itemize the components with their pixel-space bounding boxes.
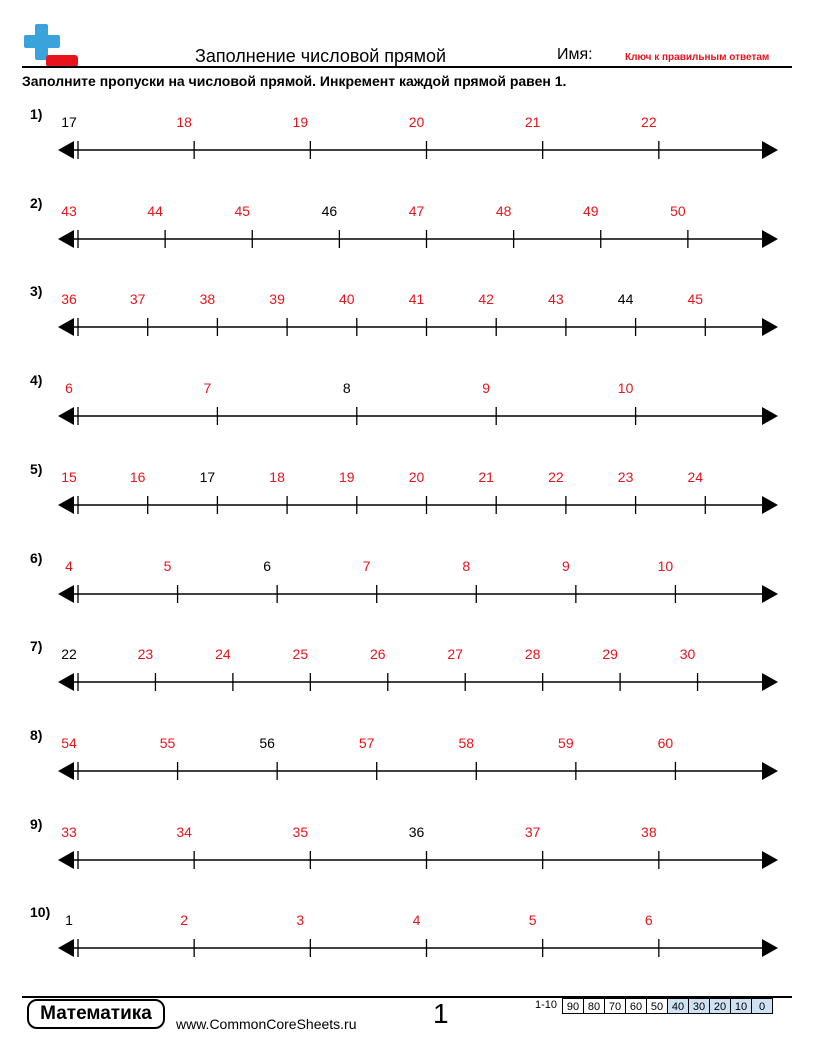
number-line [0, 485, 816, 525]
answer-value: 6 [65, 380, 73, 397]
left-arrow-icon [58, 673, 74, 691]
number-line [0, 130, 816, 170]
answer-value: 48 [495, 202, 512, 219]
answer-value: 4 [412, 912, 421, 929]
left-arrow-icon [58, 496, 74, 514]
right-arrow-icon [762, 851, 778, 869]
number-line-problem [0, 727, 816, 815]
answer-value: 10 [617, 380, 634, 397]
score-cell: 70 [604, 998, 626, 1014]
answer-value: 55 [159, 734, 176, 751]
answer-value: 29 [602, 646, 618, 663]
answer-value: 38 [641, 823, 657, 840]
problem-number: 8) [30, 726, 43, 743]
number-line-problem [0, 550, 816, 638]
score-cell: 40 [667, 998, 689, 1014]
problem-number: 5) [30, 460, 43, 477]
answer-value: 2 [180, 912, 189, 929]
answer-value: 7 [362, 557, 371, 574]
page-title: Заполнение числовой прямой [195, 46, 447, 66]
given-value: 1 [65, 912, 73, 929]
answer-value: 58 [458, 734, 475, 751]
answer-value: 39 [269, 291, 285, 308]
score-cell: 30 [688, 998, 710, 1014]
answer-value: 21 [524, 114, 541, 130]
number-line [0, 840, 816, 880]
number-line-problem [0, 106, 816, 194]
given-value: 44 [617, 291, 634, 308]
answer-value: 38 [199, 291, 216, 308]
instructions: Заполните пропуски на числовой прямой. Инкремент каждой прямой равен 1. [22, 73, 567, 89]
left-arrow-icon [58, 318, 74, 336]
answer-value: 8 [462, 557, 471, 574]
left-arrow-icon [58, 141, 74, 159]
score-cell: 60 [625, 998, 647, 1014]
number-line-problem [0, 816, 816, 904]
answer-value: 18 [269, 468, 285, 485]
score-cell: 50 [646, 998, 668, 1014]
answer-value: 15 [61, 468, 77, 485]
problem-number: 4) [30, 372, 43, 389]
answer-value: 47 [408, 202, 425, 219]
left-arrow-icon [58, 939, 74, 957]
answer-value: 22 [641, 114, 657, 130]
given-value: 56 [259, 734, 275, 751]
right-arrow-icon [762, 230, 778, 248]
given-value: 8 [342, 380, 351, 397]
problem-number: 6) [30, 549, 43, 566]
right-arrow-icon [762, 762, 778, 780]
right-arrow-icon [762, 407, 778, 425]
number-line-problem [0, 372, 816, 460]
answer-value: 19 [292, 114, 309, 130]
answer-value: 9 [561, 557, 570, 574]
answer-value: 43 [548, 291, 564, 308]
answer-value: 59 [558, 734, 574, 751]
answer-value: 37 [524, 823, 541, 840]
score-cell: 90 [562, 998, 584, 1014]
number-line [0, 751, 816, 791]
answer-value: 22 [548, 468, 564, 485]
score-scale [531, 998, 773, 1014]
number-line [0, 307, 816, 347]
answer-value: 49 [582, 202, 599, 219]
score-scale-label: 1-10 [535, 999, 558, 1011]
answer-value: 6 [644, 912, 653, 929]
right-arrow-icon [762, 673, 778, 691]
answer-value: 25 [292, 646, 309, 663]
number-line-problem [0, 461, 816, 549]
answer-value: 23 [617, 468, 634, 485]
plus-minus-logo-icon [24, 24, 80, 70]
answer-value: 45 [687, 291, 704, 308]
answer-value: 7 [203, 380, 212, 397]
answer-value: 3 [296, 912, 305, 929]
problem-number: 7) [30, 638, 43, 655]
answer-value: 19 [339, 468, 355, 485]
answer-value: 28 [524, 646, 541, 663]
given-value: 46 [321, 202, 338, 219]
right-arrow-icon [762, 939, 778, 957]
number-line [0, 662, 816, 702]
number-line [0, 219, 816, 259]
problem-number: 3) [30, 283, 43, 300]
answer-value: 18 [176, 114, 192, 130]
score-cell: 10 [730, 998, 752, 1014]
given-value: 17 [199, 468, 216, 485]
answer-key-label: Ключ к правильным ответам [625, 52, 770, 63]
answer-value: 20 [408, 114, 425, 130]
number-line [0, 928, 816, 968]
problem-number: 9) [30, 815, 43, 832]
answer-value: 20 [408, 468, 425, 485]
left-arrow-icon [58, 407, 74, 425]
answer-value: 45 [234, 202, 251, 219]
number-line [0, 396, 816, 436]
score-cell: 20 [709, 998, 731, 1014]
given-value: 6 [263, 557, 272, 574]
answer-value: 44 [147, 202, 163, 219]
name-label: Имя: [557, 46, 593, 63]
answer-value: 5 [528, 912, 537, 929]
answer-value: 57 [358, 734, 375, 751]
answer-value: 50 [670, 202, 686, 219]
answer-value: 4 [65, 557, 73, 574]
score-cell: 0 [751, 998, 773, 1014]
answer-value: 10 [657, 557, 674, 574]
problem-number: 2) [30, 194, 43, 211]
left-arrow-icon [58, 851, 74, 869]
answer-value: 30 [679, 646, 696, 663]
answer-value: 43 [61, 202, 77, 219]
answer-value: 24 [215, 646, 231, 663]
answer-value: 41 [408, 291, 425, 308]
right-arrow-icon [762, 141, 778, 159]
answer-value: 26 [369, 646, 386, 663]
answer-value: 24 [687, 468, 704, 485]
site-url: www.CommonCoreSheets.ru [176, 1016, 357, 1032]
page-number: 1 [433, 998, 449, 1029]
answer-value: 40 [339, 291, 355, 308]
given-value: 17 [61, 114, 77, 130]
answer-value: 34 [176, 823, 192, 840]
answer-value: 36 [61, 291, 77, 308]
answer-value: 9 [482, 380, 491, 397]
answer-value: 33 [61, 823, 77, 840]
left-arrow-icon [58, 585, 74, 603]
answer-value: 5 [163, 557, 172, 574]
right-arrow-icon [762, 318, 778, 336]
number-line-problem [0, 195, 816, 283]
problem-number: 1) [30, 106, 43, 122]
right-arrow-icon [762, 585, 778, 603]
answer-value: 21 [478, 468, 494, 485]
answer-value: 16 [129, 468, 146, 485]
answer-value: 54 [61, 734, 77, 751]
answer-value: 23 [137, 646, 154, 663]
score-cell: 80 [583, 998, 605, 1014]
number-line-problem [0, 638, 816, 726]
answer-value: 37 [129, 291, 146, 308]
right-arrow-icon [762, 496, 778, 514]
number-line-problem [0, 283, 816, 371]
answer-value: 27 [447, 646, 464, 663]
number-line [0, 574, 816, 614]
given-value: 36 [408, 823, 425, 840]
answer-value: 35 [292, 823, 309, 840]
problem-number: 10) [30, 904, 51, 921]
left-arrow-icon [58, 230, 74, 248]
answer-value: 60 [657, 734, 674, 751]
answer-value: 42 [478, 291, 494, 308]
given-value: 22 [61, 646, 77, 663]
header-divider [22, 66, 792, 68]
number-line-problem [0, 904, 816, 992]
left-arrow-icon [58, 762, 74, 780]
brand-badge: Математика [27, 999, 165, 1029]
